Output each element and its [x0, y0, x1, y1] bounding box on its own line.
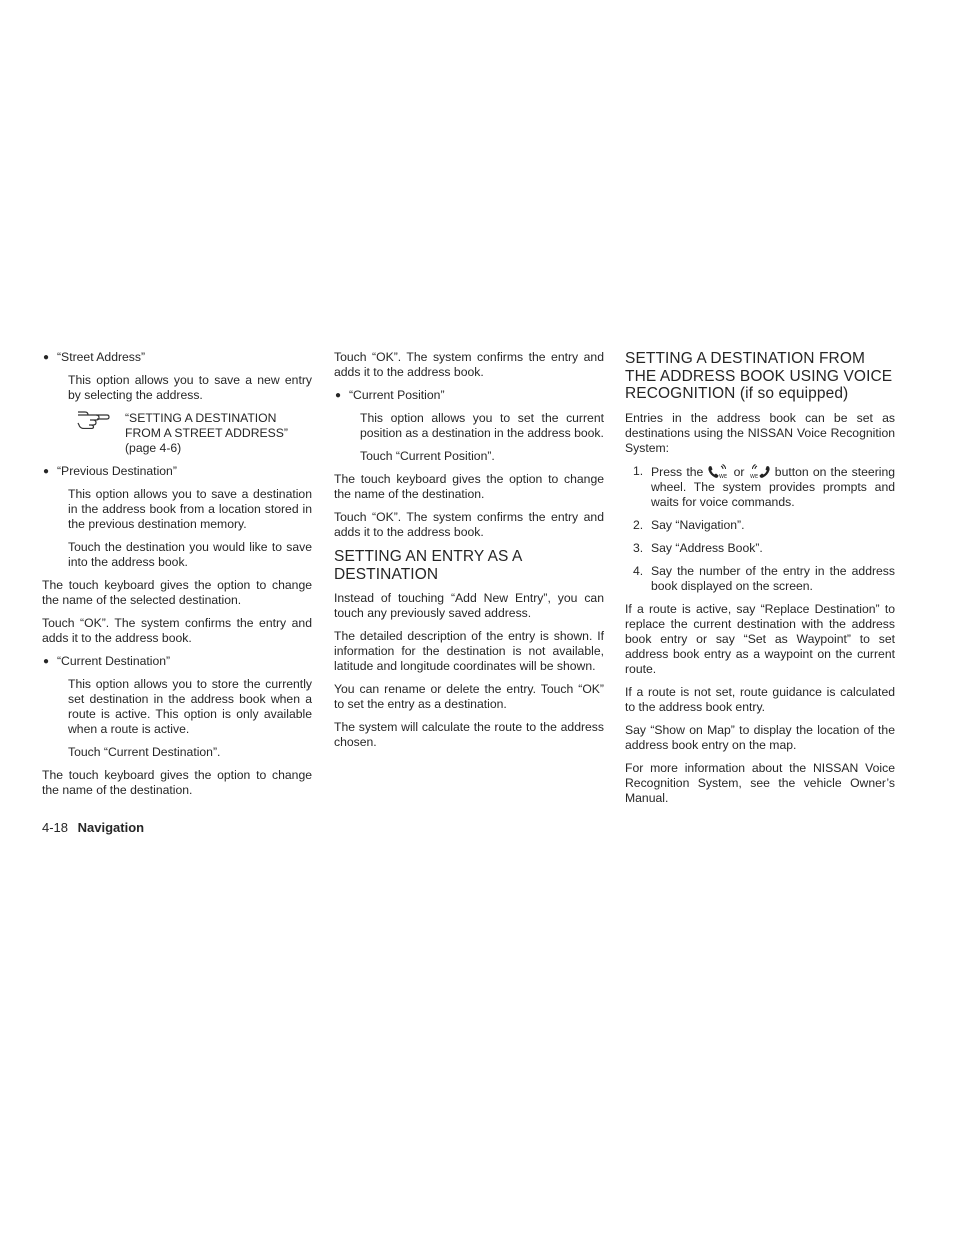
- paragraph: If a route is not set, route guidance is calculated to the address book entry.: [625, 684, 895, 714]
- option-instruction: Touch “Current Position”.: [360, 449, 495, 463]
- step-number: 3.: [633, 540, 644, 555]
- bullet-label: “Previous Destination”: [57, 464, 177, 478]
- left-column: [42, 350, 312, 806]
- page-number: 4-18: [42, 820, 69, 835]
- bullet-current-destination: [42, 654, 312, 669]
- bullet-street-address: [42, 350, 312, 365]
- bullet-dot-icon: ●: [43, 352, 50, 363]
- paragraph: The detailed description of the entry is shown. If information for the destination is not available, latitude and longitude coordinates will be shown.: [334, 629, 604, 673]
- paragraph: Entries in the address book can be set as destinations using the NISSAN Voice Recognition System:: [625, 410, 895, 455]
- step-text-mid: or: [733, 464, 745, 479]
- section-heading: SETTING AN ENTRY AS A DESTINATION: [334, 548, 522, 583]
- paragraph: Instead of touching “Add New Entry”, you can touch any previously saved address.: [334, 591, 604, 620]
- section-heading: SETTING A DESTINATION FROM THE ADDRESS BOOK USING VOICE RECOGNITION (if so equipped): [625, 350, 893, 402]
- bullet-dot-icon: ●: [43, 656, 50, 667]
- middle-column: [334, 350, 604, 758]
- step-text-post: button on the steering wheel. The system provides prompts and waits for voice commands.: [651, 464, 896, 509]
- bullet-current-position: [334, 388, 604, 403]
- step-1: [625, 464, 895, 510]
- bullet-previous-destination: [42, 464, 312, 479]
- pointing-hand-icon: [76, 409, 110, 429]
- step-2: [625, 518, 895, 533]
- right-column: [625, 350, 895, 814]
- paragraph: Touch “OK”. The system confirms the entry and adds it to the address book.: [42, 616, 312, 645]
- step-text-pre: Press the: [651, 464, 704, 479]
- option-description: This option allows you to save a destination in the address book from a location stored in the previous destination memory.: [68, 487, 312, 531]
- phone-voice-icon: [749, 464, 771, 479]
- step-number: 4.: [633, 563, 644, 578]
- step-text: Say “Address Book”.: [651, 540, 763, 555]
- bullet-label: “Current Destination”: [57, 654, 171, 668]
- paragraph: If a route is active, say “Replace Destination” to replace the current destination with the address book entry or say “Set as Waypoint” to set address book entry as a waypoint on the current route.: [625, 601, 895, 676]
- option-description: This option allows you to set the current position as a destination in the address book.: [360, 411, 604, 440]
- step-text: Say the number of the entry in the address book displayed on the screen.: [651, 563, 895, 593]
- bullet-label: “Street Address”: [57, 350, 146, 364]
- paragraph: Touch “OK”. The system confirms the entry and adds it to the address book.: [334, 510, 604, 539]
- section-title: Navigation: [77, 820, 145, 835]
- option-description: This option allows you to save a new entry by selecting the address.: [68, 373, 312, 402]
- paragraph: Say “Show on Map” to display the location of the address book entry on the map.: [625, 722, 895, 752]
- step-number: 2.: [633, 517, 644, 532]
- paragraph: You can rename or delete the entry. Touch “OK” to set the entry as a destination.: [334, 682, 604, 711]
- paragraph: The touch keyboard gives the option to change the name of the destination.: [334, 472, 604, 501]
- svg-text:WE: WE: [749, 473, 758, 479]
- paragraph: The system will calculate the route to the address chosen.: [334, 720, 604, 749]
- step-3: [625, 541, 895, 556]
- option-description: This option allows you to store the currently set destination in the address book when a route is active. This option is only available when a route is active.: [68, 677, 312, 736]
- phone-voice-icon: [707, 464, 729, 479]
- reference-text: “SETTING A DESTINATION FROM A STREET ADDRESS” (page 4-6): [125, 411, 288, 455]
- step-number: 1.: [633, 463, 644, 478]
- bullet-dot-icon: ●: [335, 390, 342, 401]
- paragraph: Touch “OK”. The system confirms the entry and adds it to the address book.: [334, 350, 604, 379]
- step-4: [625, 564, 895, 594]
- paragraph: The touch keyboard gives the option to change the name of the selected destination.: [42, 578, 312, 607]
- paragraph: For more information about the NISSAN Voice Recognition System, see the vehicle Owner’s Manual.: [625, 760, 895, 805]
- page-reference: [42, 411, 312, 456]
- option-instruction: Touch “Current Destination”.: [68, 745, 221, 759]
- svg-text:WE: WE: [719, 473, 728, 479]
- paragraph: The touch keyboard gives the option to change the name of the destination.: [42, 768, 312, 797]
- bullet-label: “Current Position”: [349, 388, 445, 402]
- page-footer: [42, 820, 144, 835]
- step-text: Say “Navigation”.: [651, 517, 745, 532]
- option-instruction: Touch the destination you would like to save into the address book.: [68, 540, 312, 569]
- bullet-dot-icon: ●: [43, 466, 50, 477]
